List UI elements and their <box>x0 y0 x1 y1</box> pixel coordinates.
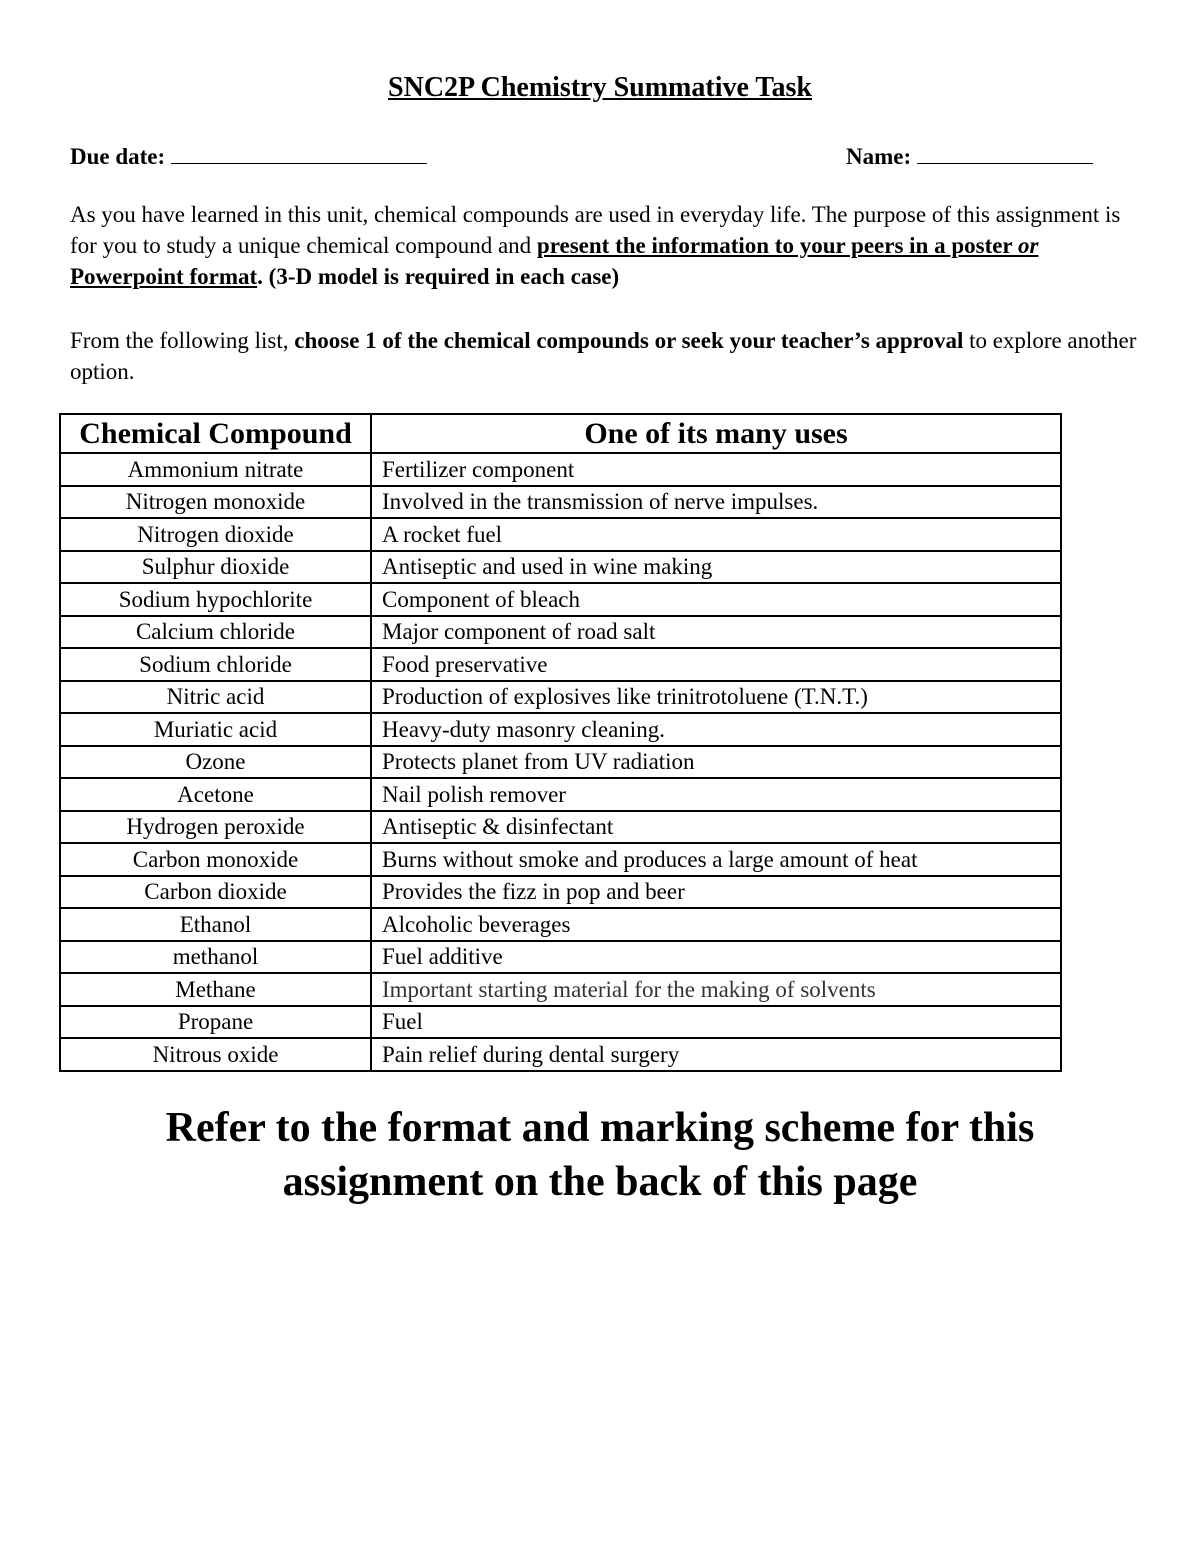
use-cell: Antiseptic and used in wine making <box>371 551 1061 584</box>
compound-cell: Sulphur dioxide <box>60 551 371 584</box>
use-cell: Fertilizer component <box>371 453 1061 486</box>
use-cell: Food preservative <box>371 648 1061 681</box>
table-row <box>60 1006 1061 1039</box>
column-header-use: One of its many uses <box>371 414 1061 453</box>
table-row <box>60 486 1061 519</box>
name-field <box>846 144 1093 170</box>
compound-cell: Ammonium nitrate <box>60 453 371 486</box>
use-cell: Alcoholic beverages <box>371 908 1061 941</box>
compound-cell: methanol <box>60 941 371 974</box>
compound-cell: Nitric acid <box>60 681 371 714</box>
table-body <box>60 453 1061 1071</box>
instructions-emphasis: choose 1 of the chemical compounds or seek your teacher’s approval <box>294 328 964 353</box>
use-cell: Protects planet from UV radiation <box>371 746 1061 779</box>
table-row <box>60 973 1061 1006</box>
compound-cell: Carbon monoxide <box>60 843 371 876</box>
compound-cell: Ozone <box>60 746 371 779</box>
use-cell: Fuel <box>371 1006 1061 1039</box>
intro-text: As you have learned in this unit, chemical compounds are used in everyday life. The purpose of this assignment is for you to study a unique chemical compound and <box>70 202 1121 258</box>
use-cell: Heavy-duty masonry cleaning. <box>371 713 1061 746</box>
compound-cell: Propane <box>60 1006 371 1039</box>
intro-emphasis: present the information to your peers in a poster <box>536 233 1018 258</box>
due-date-blank[interactable] <box>171 145 427 164</box>
table-row <box>60 648 1061 681</box>
table-header-row <box>60 414 1061 453</box>
compound-cell: Nitrogen monoxide <box>60 486 371 519</box>
column-header-compound: Chemical Compound <box>60 414 371 453</box>
table-row <box>60 843 1061 876</box>
table-row <box>60 681 1061 714</box>
use-cell: Antiseptic & disinfectant <box>371 811 1061 844</box>
page-title: SNC2P Chemistry Summative Task <box>388 72 812 103</box>
compound-cell: Sodium chloride <box>60 648 371 681</box>
table-row <box>60 811 1061 844</box>
intro-emphasis-format: Powerpoint format <box>70 264 258 289</box>
table-row <box>60 908 1061 941</box>
use-cell: Fuel additive <box>371 941 1061 974</box>
use-cell: A rocket fuel <box>371 518 1061 551</box>
use-cell: Major component of road salt <box>371 616 1061 649</box>
use-cell: Important starting material for the making of solvents <box>371 973 1061 1006</box>
table-row <box>60 778 1061 811</box>
instructions-text-end: to explore another option. <box>70 328 1137 384</box>
table-row <box>60 453 1061 486</box>
name-blank[interactable] <box>917 145 1093 164</box>
instructions-paragraph <box>70 325 1140 387</box>
footer-line-1: Refer to the format and marking scheme for this <box>165 1105 1035 1151</box>
table-row <box>60 551 1061 584</box>
compound-cell: Muriatic acid <box>60 713 371 746</box>
footer-note <box>0 1101 1200 1209</box>
intro-paragraph <box>70 199 1140 292</box>
table-row <box>60 583 1061 616</box>
table-row <box>60 746 1061 779</box>
name-label: Name: <box>846 144 912 169</box>
use-cell: Provides the fizz in pop and beer <box>371 876 1061 909</box>
use-cell: Component of bleach <box>371 583 1061 616</box>
compound-table <box>59 413 1062 1072</box>
compound-cell: Ethanol <box>60 908 371 941</box>
intro-emphasis-or: or <box>1017 233 1039 258</box>
use-cell: Involved in the transmission of nerve impulses. <box>371 486 1061 519</box>
table-row <box>60 941 1061 974</box>
compound-cell: Carbon dioxide <box>60 876 371 909</box>
intro-model-note: (3-D model is required in each case) <box>268 264 620 289</box>
compound-cell: Methane <box>60 973 371 1006</box>
table-row <box>60 1038 1061 1071</box>
compound-cell: Nitrous oxide <box>60 1038 371 1071</box>
due-date-field <box>70 144 427 170</box>
instructions-text: From the following list, <box>70 328 295 353</box>
compound-cell: Hydrogen peroxide <box>60 811 371 844</box>
compound-cell: Acetone <box>60 778 371 811</box>
use-cell: Nail polish remover <box>371 778 1061 811</box>
table-row <box>60 713 1061 746</box>
table-row <box>60 876 1061 909</box>
footer-line-2: assignment on the back of this page <box>282 1159 918 1205</box>
compound-cell: Calcium chloride <box>60 616 371 649</box>
due-date-label: Due date: <box>70 144 166 169</box>
intro-period: . <box>257 264 269 289</box>
compound-cell: Sodium hypochlorite <box>60 583 371 616</box>
table-row <box>60 616 1061 649</box>
use-cell: Production of explosives like trinitrotoluene (T.N.T.) <box>371 681 1061 714</box>
use-cell: Pain relief during dental surgery <box>371 1038 1061 1071</box>
compound-cell: Nitrogen dioxide <box>60 518 371 551</box>
table-row <box>60 518 1061 551</box>
use-cell: Burns without smoke and produces a large amount of heat <box>371 843 1061 876</box>
